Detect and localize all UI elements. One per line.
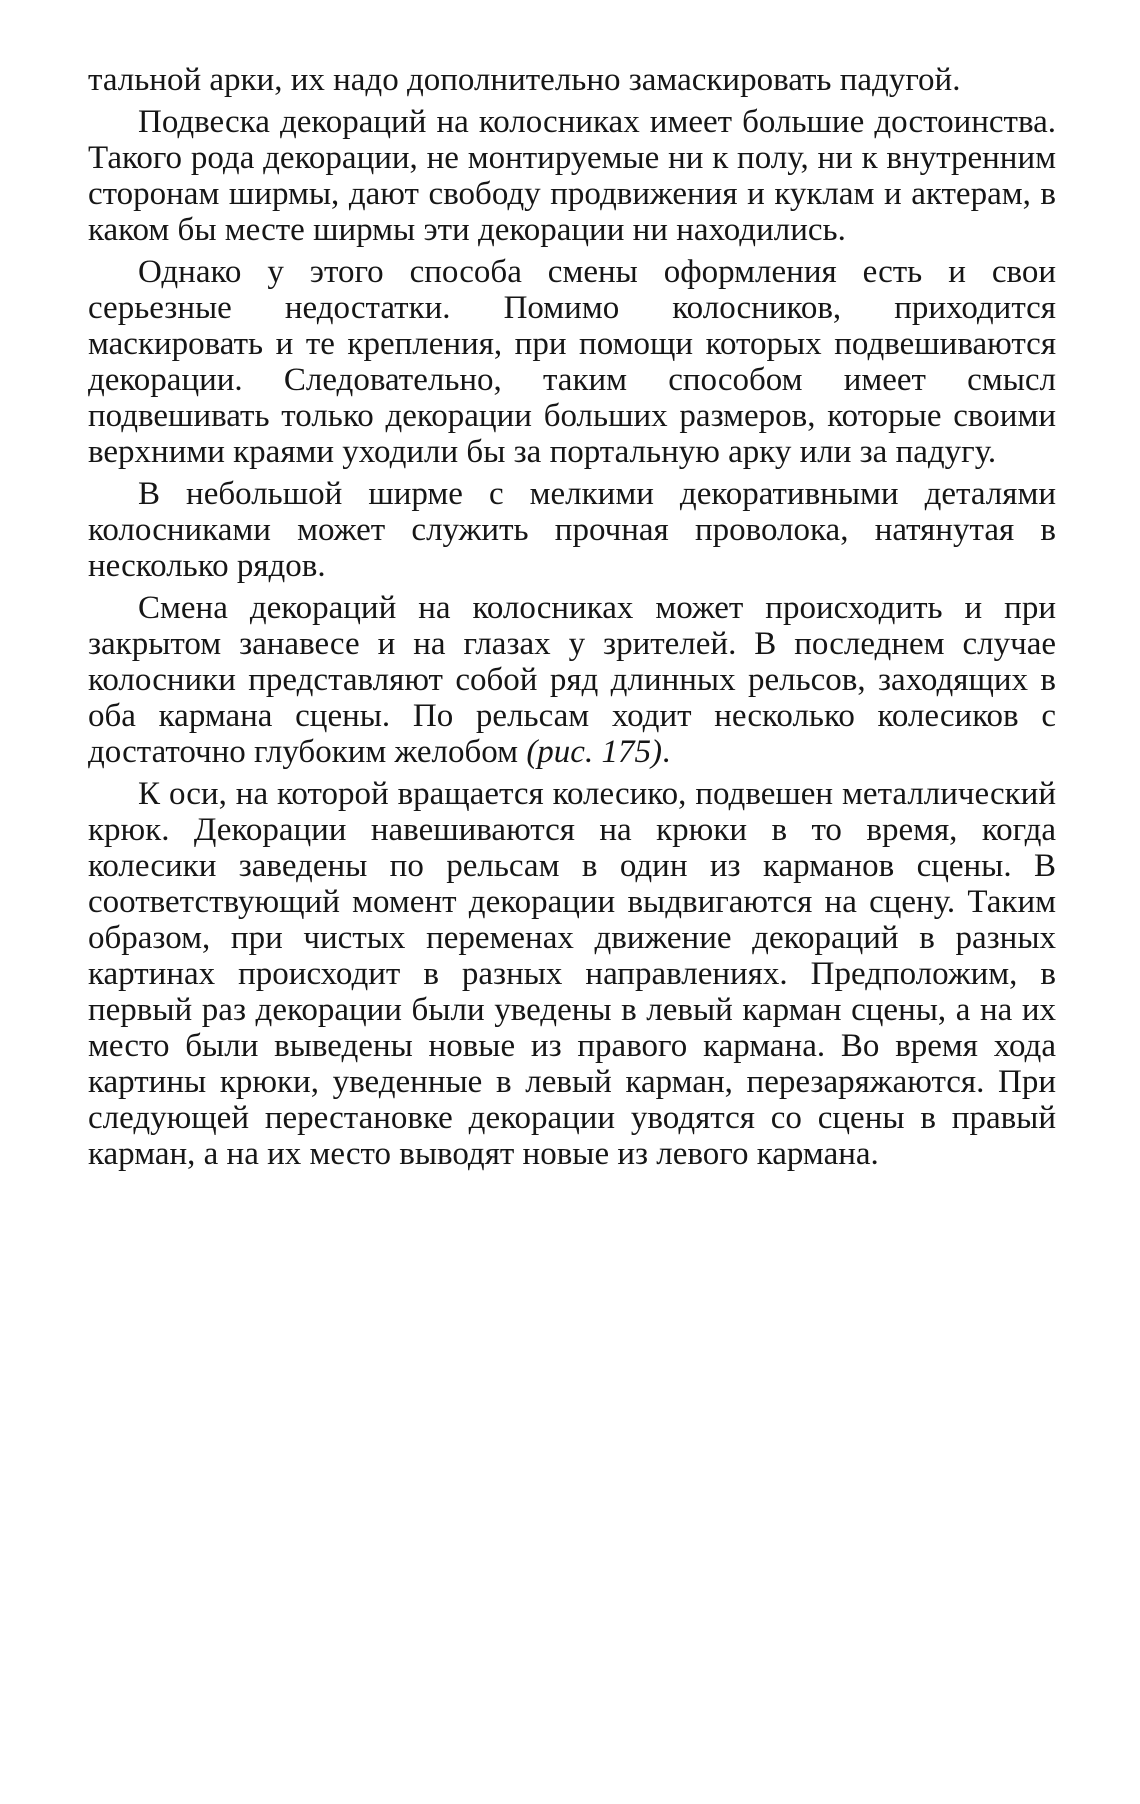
paragraph-1-line-1: тальной арки, их надо дополнительно замаскировать [88,62,832,98]
book-page [88,62,1056,1178]
paragraph-4-line-1: В небольшой ширме с мелкими декоративными дета [138,476,986,512]
paragraph-6-line-7: происходит в разных направлениях. Предположим, [238,956,1018,992]
paragraph-5-line-6: желобом [394,734,519,770]
paragraph-3 [88,254,1056,470]
paragraph-5-line-1: Смена декораций на колосниках может происходить [138,590,943,626]
paragraph-6-line-11: в левый карман, перезаряжаются. При следующей пере [88,1064,1057,1136]
paragraph-2-line-3: ни к полу, ни к внутренним сторонам ширмы, дают [88,140,1057,212]
paragraph-2 [88,104,1056,248]
paragraph-3-line-1: Однако у этого способа смены оформления есть и [138,254,966,290]
paragraph-4-line-3: натянутая в несколько рядов. [88,512,1056,584]
paragraph-6-line-6: стых переменах движение декораций в разных картинах [88,920,1056,992]
paragraph-3-line-4: подвешиваются декорации. Следовательно, таким спосо [88,326,1057,398]
paragraph-2-line-2: достоинства. Такого рода декорации, не монтируемые [88,104,1057,176]
paragraph-3-line-5: бом имеет смысл подвешивать только декорации боль [88,362,1056,434]
paragraph-6-line-13: ман, а на их место выводят новые из левого кармана. [134,1136,879,1172]
paragraph-6-line-5: ции выдвигаются на сцену. Таким образом, при чи [88,884,1056,956]
paragraph-6-line-8: в первый раз декорации были уведены в левый карман [88,956,1057,1028]
paragraph-3-line-7: бы за портальную арку или за падугу. [466,434,997,470]
paragraph-2-line-4: свободу продвижения и куклам и актерам, в каком бы [88,176,1057,248]
paragraph-6-line-12: становке декорации уводятся со сцены в правый кар [88,1100,1057,1172]
paragraph-5-line-4: ных рельсов, заходящих в оба кармана сцены. По рель [88,662,1056,734]
paragraph-6-line-9: сцены, а на их место были выведены новые из правого [88,992,1056,1064]
paragraph-3-line-3: дится маскировать и те крепления, при помощи которых [88,290,1056,362]
paragraph-6-line-2: металлический крюк. Декорации навешиваются на крюки [88,776,1056,848]
paragraph-6-line-10: кармана. Во время хода картины крюки, уведенные [88,1028,1056,1100]
paragraph-5-line-2: и при закрытом занавесе и на глазах у зрителей. В по [88,590,1057,662]
paragraph-5-line-3: следнем случае колосники представляют собой ряд длин [88,626,1057,698]
paragraph-5-line-5: сам ходит несколько колесиков с достаточно глубоким [88,698,1056,770]
paragraph-5 [88,590,1056,770]
paragraph-1 [88,62,1056,98]
paragraph-3-line-6: ших размеров, которые своими верхними краями уходили [88,398,1056,470]
paragraph-6 [88,776,1056,1172]
paragraph-5-tail: . [661,734,671,770]
paragraph-6-line-1: К оси, на которой вращается колесико, подвешен [138,776,834,812]
paragraph-4 [88,476,1056,584]
paragraph-6-line-3: в то время, когда колесики заведены по рельсам в один [88,812,1057,884]
paragraph-2-line-5: месте ширмы эти декорации ни находились. [224,212,846,248]
paragraph-1-line-2: падугой. [839,62,961,98]
paragraph-2-line-1: Подвеска декораций на колосниках имеет большие [138,104,865,140]
paragraph-4-line-2: лями колосниками может служить прочная проволока, [88,476,1056,548]
figure-reference: (рис. 175) [526,734,662,770]
paragraph-6-line-4: из карманов сцены. В соответствующий момент декора [88,848,1056,920]
paragraph-3-line-2: свои серьезные недостатки. Помимо колосников, прихо [88,254,1057,326]
